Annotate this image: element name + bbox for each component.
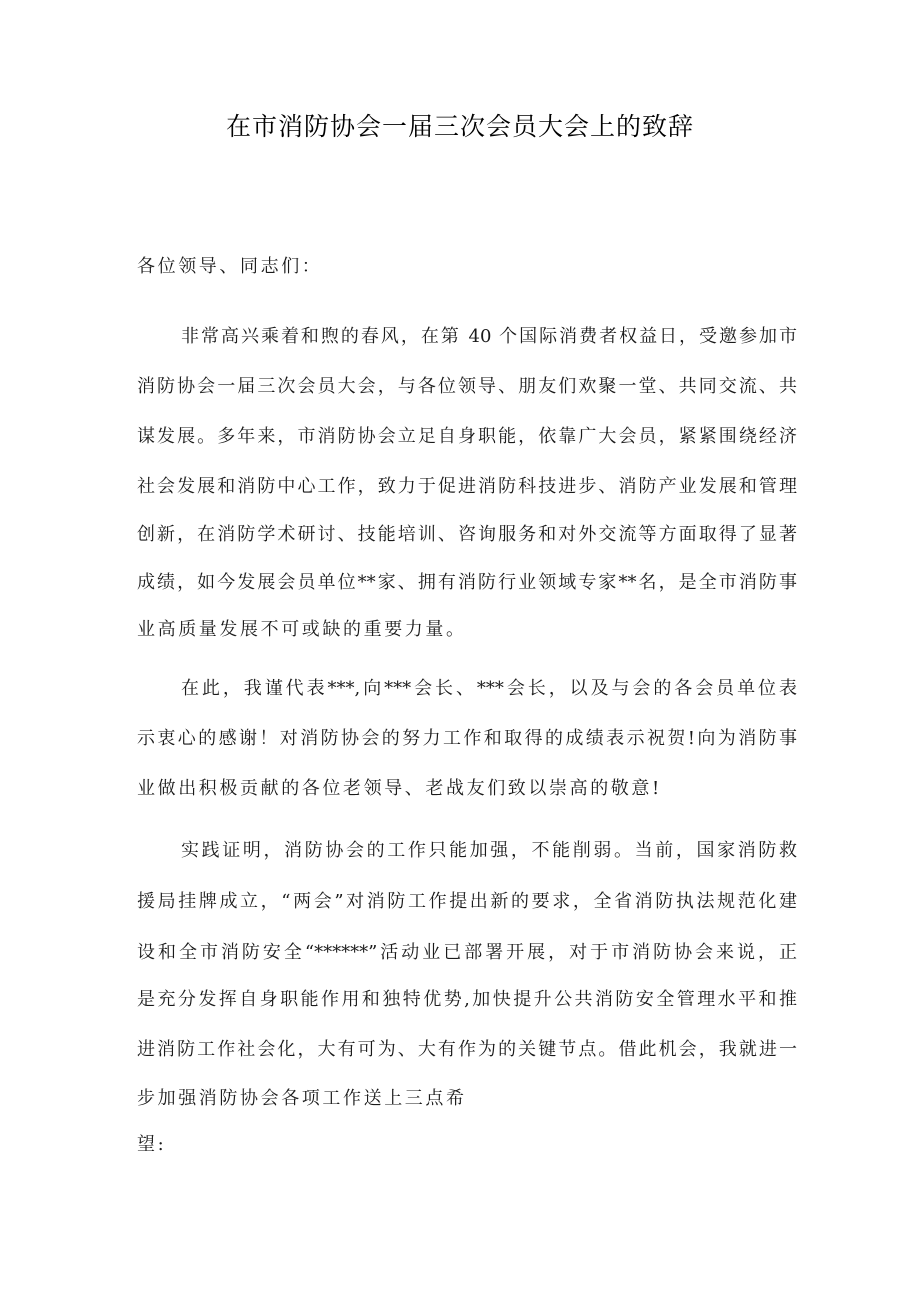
- paragraph-line: 示衷心的感谢！对消防协会的努力工作和取得的成绩表示祝贺!向为消防事: [137, 728, 797, 749]
- paragraph-line: 设和全市消防安全“******”活动业已部署开展，对于市消防协会来说，正: [137, 942, 797, 963]
- paragraph-line: 业做出积极贡献的各位老领导、老战友们致以崇高的敬意!: [137, 778, 662, 799]
- paragraph-line: 实践证明，消防协会的工作只能加强，不能削弱。当前，国家消防救: [181, 840, 797, 861]
- paragraph-line: 望:: [137, 1134, 167, 1155]
- paragraph-line: 业高质量发展不可或缺的重要力量。: [137, 619, 467, 640]
- paragraph-line: 成绩，如今发展会员单位**家、拥有消防行业领域专家**名，是全市消防事: [137, 572, 797, 593]
- paragraph-line: 步加强消防协会各项工作送上三点希: [137, 1088, 467, 1109]
- paragraph-line: 社会发展和消防中心工作，致力于促进消防科技进步、消防产业发展和管理: [137, 476, 797, 497]
- paragraph-line: 在此，我谨代表***,向***会长、***会长，以及与会的各会员单位表: [181, 678, 797, 699]
- paragraph-line: 创新，在消防学术研讨、技能培训、咨询服务和对外交流等方面取得了显著: [137, 524, 797, 545]
- salutation: 各位领导、同志们：: [137, 256, 323, 277]
- paragraph-line: 消防协会一届三次会员大会，与各位领导、朋友们欢聚一堂、共同交流、共: [137, 376, 797, 397]
- paragraph-line: 非常高兴乘着和煦的春风，在第 40 个国际消费者权益日，受邀参加市: [181, 326, 797, 347]
- paragraph-line: 谋发展。多年来，市消防协会立足自身职能，依靠广大会员，紧紧围绕经济: [137, 426, 797, 447]
- paragraph-line: 进消防工作社会化，大有可为、大有作为的关键节点。借此机会，我就进一: [137, 1039, 797, 1060]
- paragraph-line: 是充分发挥自身职能作用和独特优势,加快提升公共消防安全管理水平和推: [137, 989, 797, 1010]
- paragraph-line: 援局挂牌成立，“两会”对消防工作提出新的要求，全省消防执法规范化建: [137, 891, 797, 912]
- document-title: 在市消防协会一届三次会员大会上的致辞: [225, 112, 694, 141]
